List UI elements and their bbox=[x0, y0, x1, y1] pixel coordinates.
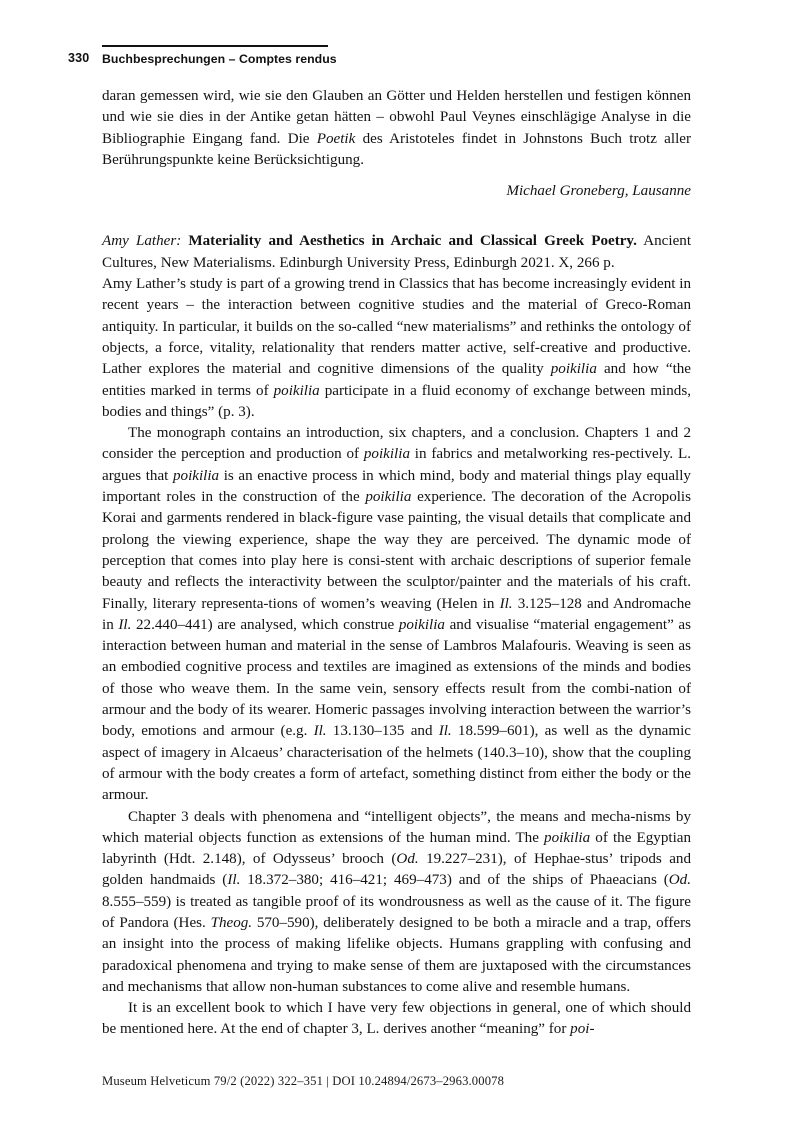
italic-term: poikilia bbox=[363, 446, 410, 463]
italic-term: poikilia bbox=[550, 361, 597, 378]
page-number: 330 bbox=[68, 51, 90, 65]
body-text: 8.555–559) is treated as tangible proof of its wondrousness as well as the cause of it. The figure of Pandora (Hes. bbox=[102, 893, 691, 931]
body-text: and how “the entities marked in terms of bbox=[102, 361, 692, 399]
body-text: 22.440–441) are analysed, which construe bbox=[131, 616, 399, 633]
review-author: Amy Lather: bbox=[102, 233, 182, 250]
review-heading bbox=[102, 231, 691, 274]
running-head-rule bbox=[102, 45, 328, 47]
prev-tail-text-1: daran gemessen wird, wie sie den Glauben an Götter und Helden herstellen und festigen können und wie sie dies in der Antike getan hätten – obwohl Paul Veynes einschlägige Analyse in die Bibliographie Eingang fand. Die bbox=[102, 88, 691, 147]
review-body bbox=[102, 274, 691, 1041]
text-column bbox=[102, 86, 691, 1041]
italic-term: Od. bbox=[396, 851, 419, 868]
body-text: It is an excellent book to which I have very few objections in general, one of which should be mentioned here. At the end of chapter 3, L. derives another “meaning” for bbox=[102, 1000, 691, 1038]
body-text: Chapter 3 deals with phenomena and “intelligent objects”, the means and mecha-nisms by which material objects function as extensions of the human mind. The bbox=[102, 808, 691, 846]
body-text: and visualise “material engagement” as interaction between human and material in the sense of Lambros Malafouris. Weaving is seen as an embodied cognitive process and textiles are imagined as extensions of the minds and bodies of those who weave them. In the same vein, sensory effects result from the combi-nation of armour and the body of its wearer. Homeric passages involving interaction between the warrior’s body, emotions and armour (e.g. bbox=[102, 616, 691, 740]
prev-tail-italic-poetik: Poetik bbox=[316, 130, 356, 147]
italic-term: poi- bbox=[570, 1021, 595, 1038]
italic-term: Il. bbox=[438, 723, 452, 740]
previous-review-tail-paragraph bbox=[102, 86, 691, 171]
running-head-block bbox=[102, 45, 337, 67]
review-paragraph bbox=[102, 423, 691, 806]
review-imprint: Ancient Cultures, New Materialisms. Edinburgh University Press, Edinburgh 2021. X, 266 p. bbox=[102, 233, 692, 271]
body-text: 18.372–380; 416–421; 469–473) and of the ships of Phaeacians ( bbox=[240, 872, 669, 889]
body-text: The monograph contains an introduction, six chapters, and a conclusion. Chapters 1 and 2 consider the perception and production of bbox=[102, 425, 691, 463]
review-book-title: Materiality and Aesthetics in Archaic and Classical Greek Poetry. bbox=[188, 233, 637, 250]
review-paragraph bbox=[102, 274, 691, 423]
italic-term: poikilia bbox=[398, 616, 445, 633]
body-text: 18.599–601), as well as the dynamic aspect of imagery in Alcaeus’ characterisation of the helmets (140.3–10), show that the coupling of armour with the body creates a form of artefact, something distinct from either the body or the armour. bbox=[102, 723, 692, 804]
body-text: 3.125–128 and Andromache in bbox=[102, 595, 692, 633]
italic-term: Il. bbox=[499, 595, 513, 612]
review-paragraph bbox=[102, 998, 691, 1041]
body-text: of the Egyptian labyrinth (Hdt. 2.148), of Odysseus’ brooch ( bbox=[102, 829, 692, 868]
body-text: 13.130–135 and bbox=[326, 723, 439, 740]
review-paragraph bbox=[102, 807, 691, 999]
italic-term: Il. bbox=[313, 723, 327, 740]
italic-term: Od. bbox=[668, 872, 691, 889]
body-text: Amy Lather’s study is part of a growing trend in Classics that has become increasingly evident in recent years – the interaction between cognitive studies and the material of Greco-Roman antiquity. In particular, it builds on the so-called “new materialisms” and rethinks the ontology of objects, a force, vitality, relationality that renders matter active, self-creative and productive. Lather explores the material and cognitive dimensions of the quality bbox=[102, 276, 691, 378]
prev-tail-text-2: des Aristoteles findet in Johnstons Buch trotz aller Berührungspunkte keine Berücksichtigung. bbox=[102, 130, 691, 168]
italic-term: Theog. bbox=[210, 914, 253, 931]
italic-term: poikilia bbox=[365, 489, 412, 506]
body-text: experience. The decoration of the Acropolis Korai and garments rendered in black-figure vase painting, the visual details that complicate and prolong the viewing experience, shape the way they are perceived. The dynamic mode of perception that comes into play here is consi-stent with archaic descriptions of superior female beauty and reflects the interactivity between the sculptor/painter and the materials of his craft. Finally, literary representa-tions of women’s weaving (Helen in bbox=[102, 489, 692, 612]
body-text: participate in a fluid economy of exchange between minds, bodies and things” (p. 3). bbox=[102, 382, 691, 420]
reviewer-signature: Michael Groneberg, Lausanne bbox=[506, 183, 691, 200]
body-text: in fabrics and metalworking res-pectively. L. argues that bbox=[102, 446, 691, 484]
running-head bbox=[68, 45, 688, 69]
body-text: 19.227–231), of Hephae-stus’ tripods and golden handmaids ( bbox=[102, 851, 691, 889]
italic-term: poikilia bbox=[544, 829, 591, 846]
body-text: is an enactive process in which mind, body and material things play equally important roles in the construction of the bbox=[102, 467, 691, 506]
italic-term: poikilia bbox=[273, 382, 320, 399]
italic-term: Il. bbox=[118, 616, 132, 633]
body-text: 570–590), deliberately designed to be both a miracle and a trap, offers an insight into the process of making lifelike objects. Humans grappling with confusing and paradoxical phenomena and trying to make sense of them are juxtaposed with the circumstances and mechanisms that allow non-human substances to come alive and resemble humans. bbox=[102, 914, 691, 995]
italic-term: Il. bbox=[227, 872, 241, 889]
running-head-title: Buchbesprechungen – Comptes rendus bbox=[102, 52, 337, 66]
italic-term: poikilia bbox=[172, 467, 220, 484]
page-footer: Museum Helveticum 79/2 (2022) 322–351 | DOI 10.24894/2673–2963.00078 bbox=[102, 1074, 505, 1088]
